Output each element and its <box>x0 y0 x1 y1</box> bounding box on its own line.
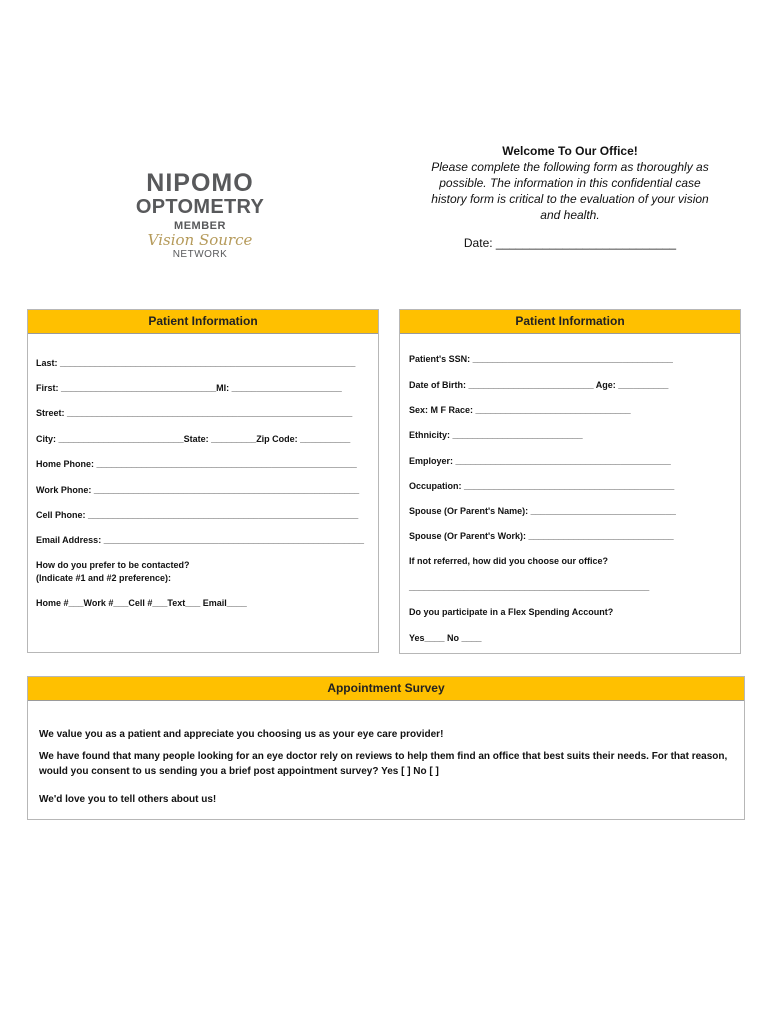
email-field[interactable]: Email Address: ____________________________________________________ <box>36 535 364 545</box>
appointment-survey-panel <box>27 676 745 820</box>
contact-question: How do you prefer to be contacted? <box>36 560 190 570</box>
city-field[interactable]: City: _________________________State: _________Zip Code: __________ <box>36 434 351 444</box>
welcome-body: Please complete the following form as thoroughly as possible. The information in this confidential case history form is critical to the evaluation of your vision and health. <box>431 160 709 222</box>
survey-paragraph-1: We value you as a patient and appreciate you choosing us as your eye care provider! <box>39 729 444 740</box>
flex-spending-answer[interactable]: Yes____ No ____ <box>409 633 482 643</box>
logo-member: MEMBER <box>174 220 226 232</box>
occupation-field[interactable]: Occupation: __________________________________________ <box>409 481 675 491</box>
right-panel-title: Patient Information <box>400 310 740 334</box>
street-field[interactable]: Street: _________________________________________________________ <box>36 408 353 418</box>
flex-spending-question: Do you participate in a Flex Spending Account? <box>409 607 614 617</box>
cell-phone-field[interactable]: Cell Phone: ______________________________________________________ <box>36 510 359 520</box>
last-name-field[interactable]: Last: ___________________________________________________________ <box>36 358 356 368</box>
referral-question: If not referred, how did you choose our office? <box>409 556 609 566</box>
spouse-name-field[interactable]: Spouse (Or Parent's Name): _____________________________ <box>409 506 676 516</box>
ethnicity-field[interactable]: Ethnicity: __________________________ <box>409 430 583 440</box>
logo-name-line1: NIPOMO <box>146 169 254 197</box>
left-panel-title: Patient Information <box>28 310 378 334</box>
right-patient-panel <box>399 309 741 654</box>
first-name-field[interactable]: First: _______________________________MI: ______________________ <box>36 383 342 393</box>
logo-network: NETWORK <box>172 249 228 260</box>
survey-paragraph-2[interactable]: We have found that many people looking for an eye doctor rely on reviews to help them find an office that best suits their needs. For that reason, would you consent to us sending you a brief post appointment survey? Yes [ ] No [ ] <box>39 751 728 777</box>
survey-paragraph-3: We'd love you to tell others about us! <box>39 794 217 805</box>
logo-name-line2: OPTOMETRY <box>135 196 265 218</box>
work-phone-field[interactable]: Work Phone: _____________________________________________________ <box>36 485 360 495</box>
contact-instruction: (Indicate #1 and #2 preference): <box>36 573 172 583</box>
spouse-work-field[interactable]: Spouse (Or Parent's Work): _____________________________ <box>409 531 674 541</box>
dob-age-field[interactable]: Date of Birth: _________________________ Age: __________ <box>409 380 669 390</box>
logo <box>130 170 270 260</box>
left-patient-panel <box>27 309 379 653</box>
home-phone-field[interactable]: Home Phone: ____________________________________________________ <box>36 459 357 469</box>
logo-vision-source: Vision Source <box>147 231 253 249</box>
referral-answer-field[interactable]: ________________________________________________ <box>409 582 650 592</box>
sex-race-field[interactable]: Sex: M F Race: _______________________________ <box>409 405 631 415</box>
employer-field[interactable]: Employer: ___________________________________________ <box>409 456 671 466</box>
contact-preference-field[interactable]: Home #___Work #___Cell #___Text___ Email____ <box>36 598 247 608</box>
welcome-block <box>420 143 720 251</box>
date-field[interactable]: Date: ___________________________ <box>463 236 677 250</box>
survey-title: Appointment Survey <box>28 677 744 701</box>
welcome-title: Welcome To Our Office! <box>502 144 638 158</box>
ssn-field[interactable]: Patient's SSN: ________________________________________ <box>409 354 673 364</box>
